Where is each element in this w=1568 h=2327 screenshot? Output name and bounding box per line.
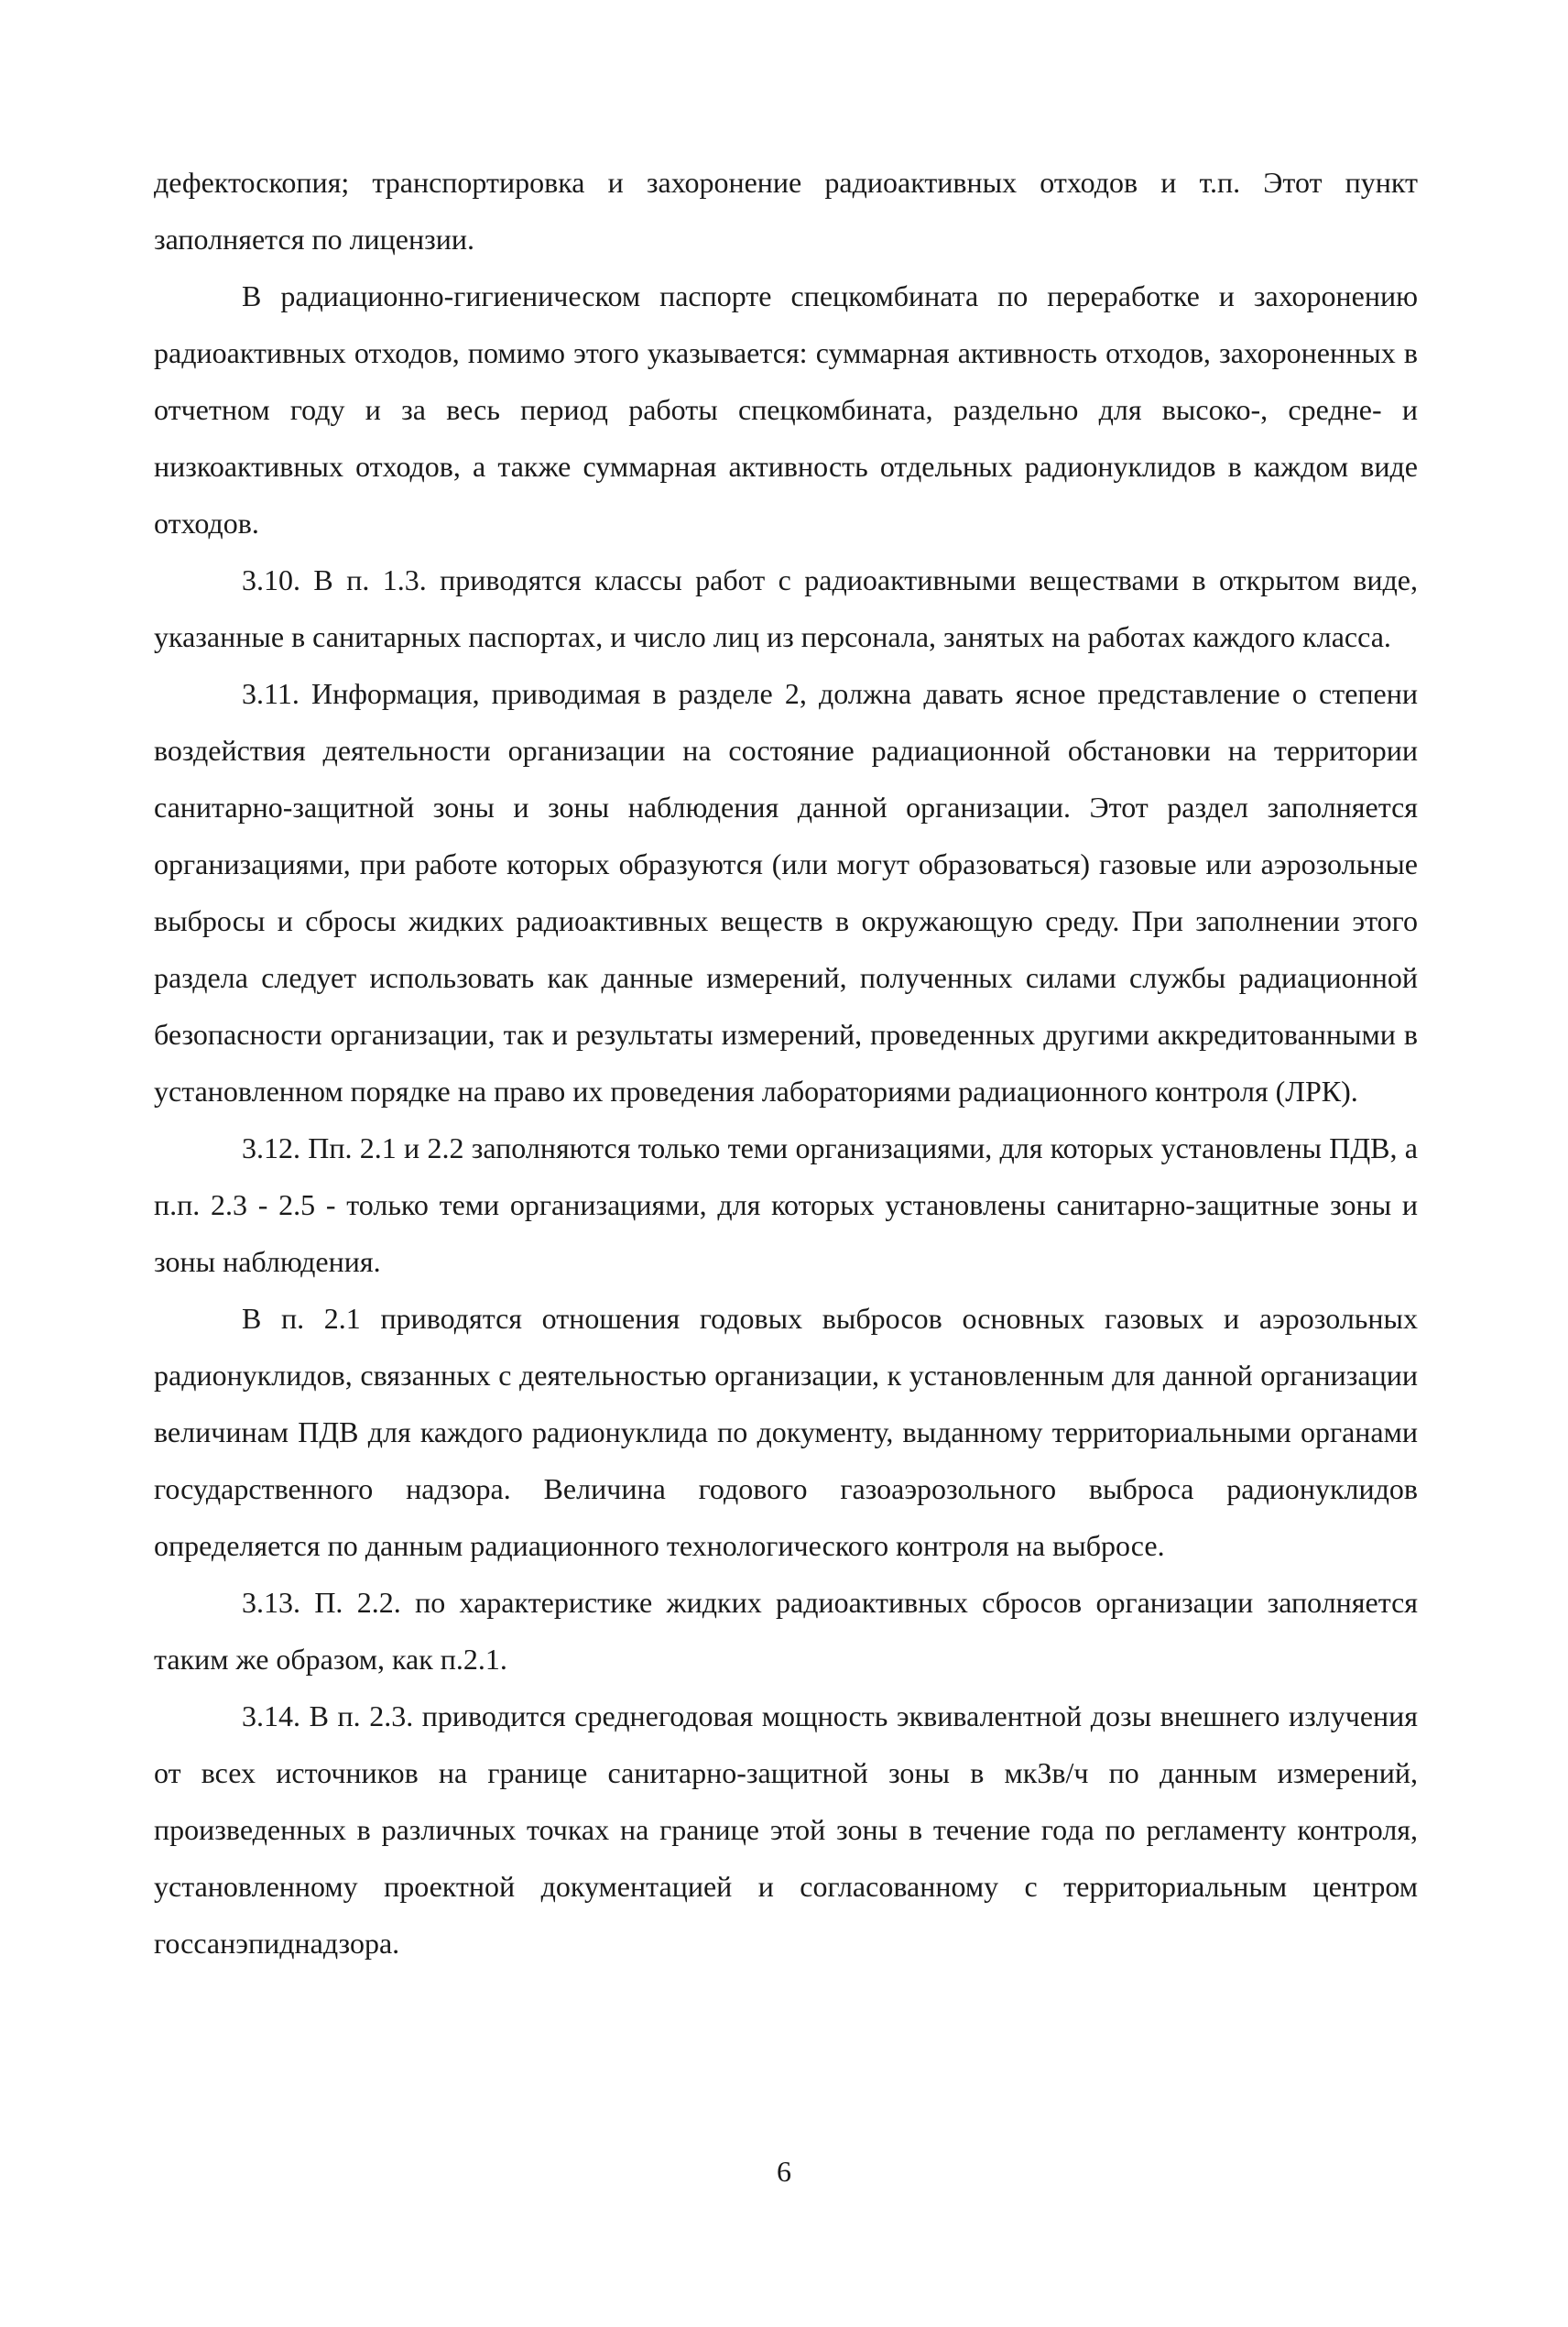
page-number: 6	[777, 2155, 791, 2188]
paragraph-2-1-note: В п. 2.1 приводятся отношения годовых выбросов основных газовых и аэрозольных радионуклидов, связанных с деятельностью организации, к установленным для данной организации величинам ПДВ для каждого радионуклида по документу, выданному территориальными органами государственного надзора. Величина годового газоаэрозольного выброса радионуклидов определяется по данным радиационного технологического контроля на выбросе.	[154, 1302, 1418, 1562]
paragraph-3-10: 3.10. В п. 1.3. приводятся классы работ с радиоактивными веществами в открытом виде, указанные в санитарных паспортах, и число лиц из персонала, занятых на работах каждого класса.	[154, 563, 1418, 653]
paragraph-3-13: 3.13. П. 2.2. по характеристике жидких радиоактивных сбросов организации заполняется таким же образом, как п.2.1.	[154, 1586, 1418, 1676]
paragraph-passport-note: В радиационно-гигиеническом паспорте спецкомбината по переработке и захоронению радиоактивных отходов, помимо этого указывается: суммарная активность отходов, захороненных в отчетном году и за весь период работы спецкомбината, раздельно для высоко-, средне- и низкоактивных отходов, а также суммарная активность отдельных радионуклидов в каждом виде отходов.	[154, 279, 1418, 540]
paragraph-3-12: 3.12. Пп. 2.1 и 2.2 заполняются только теми организациями, для которых установлены ПДВ, а п.п. 2.3 - 2.5 - только теми организациями, для которых установлены санитарно-защитные зоны и зоны наблюдения.	[154, 1131, 1418, 1278]
paragraph-3-11: 3.11. Информация, приводимая в разделе 2, должна давать ясное представление о степени воздействия деятельности организации на состояние радиационной обстановки на территории санитарно-защитной зоны и зоны наблюдения данной организации. Этот раздел заполняется организациями, при работе которых образуются (или могут образоваться) газовые или аэрозольные выбросы и сбросы жидких радиоактивных веществ в окружающую среду. При заполнении этого раздела следует использовать как данные измерений, полученных силами службы радиационной безопасности организации, так и результаты измерений, проведенных другими аккредитованными в установленном порядке на право их проведения лабораториями радиационного контроля (ЛРК).	[154, 677, 1418, 1108]
paragraph-3-14: 3.14. В п. 2.3. приводится среднегодовая мощность эквивалентной дозы внешнего излучения от всех источников на границе санитарно-защитной зоны в мкЗв/ч по данным измерений, произведенных в различных точках на границе этой зоны в течение года по регламенту контроля, установленному проектной документацией и согласованному с территориальным центром госсанэпиднадзора.	[154, 1699, 1418, 1960]
document-body	[154, 154, 1418, 1972]
paragraph-continuation: дефектоскопия; транспортировка и захоронение радиоактивных отходов и т.п. Этот пункт заполняется по лицензии.	[154, 166, 1418, 256]
